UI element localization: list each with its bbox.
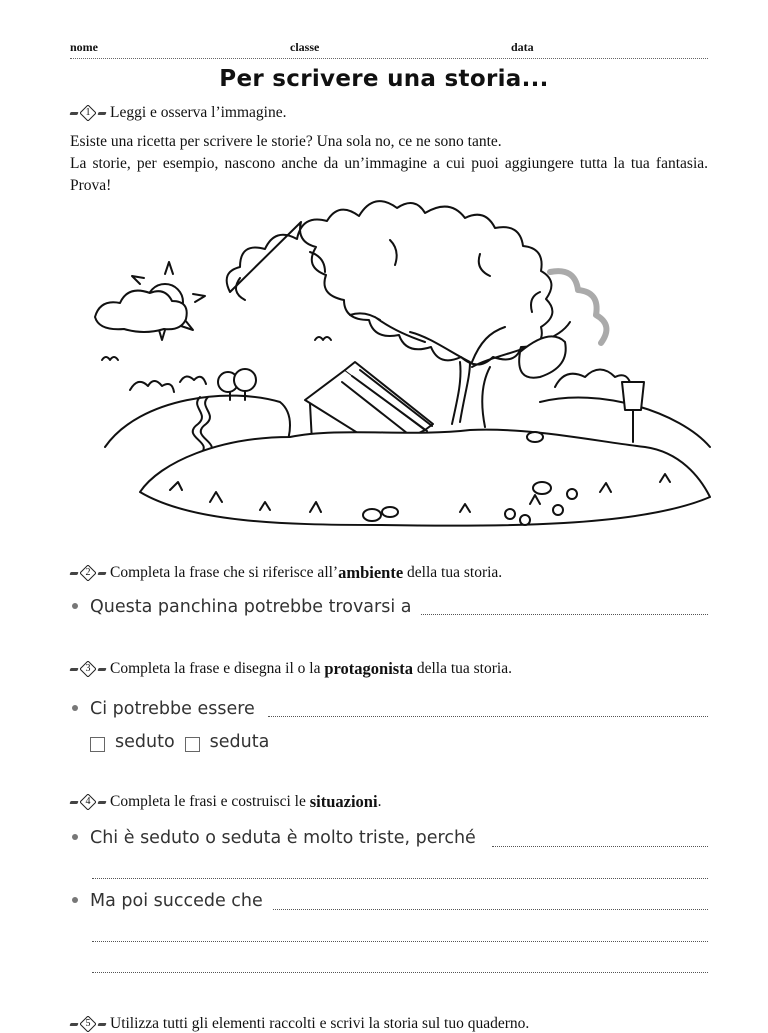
step-4-keyword: situazioni: [309, 792, 378, 811]
step-1-text: Leggi e osserva l’immagine.: [110, 104, 287, 121]
step-3-bullet: [72, 699, 255, 719]
bullet-dot-icon: [72, 834, 78, 840]
step-3-text-before: Completa la frase e disegna il o la: [110, 660, 325, 677]
answer-line-succede-2[interactable]: [92, 941, 708, 942]
step-2-marker-icon: [70, 565, 106, 581]
step-3-text-after: della tua storia.: [412, 660, 512, 677]
gender-options: [90, 732, 269, 752]
answer-line-succede[interactable]: [273, 909, 708, 910]
page-title: Per scrivere una storia...: [219, 66, 549, 92]
step-3-bullet-text: Ci potrebbe essere: [90, 699, 255, 719]
header-rule: [70, 58, 708, 59]
option-seduta-label: seduta: [209, 732, 270, 752]
classe-label: classe: [290, 40, 320, 54]
step-2-number: 2: [85, 567, 91, 578]
step-4-marker-icon: [70, 794, 106, 810]
step-4-text-after: .: [377, 793, 382, 810]
step-5-text: Utilizza tutti gli elementi raccolti e scrivi la storia sul tuo quaderno.: [110, 1015, 530, 1032]
step-5-instruction: [70, 1015, 529, 1033]
nome-label: nome: [70, 40, 98, 54]
answer-line-succede-3[interactable]: [92, 972, 708, 973]
answer-line-ambiente[interactable]: [421, 614, 708, 615]
step-4-bullet-2-text: Ma poi succede che: [90, 891, 263, 911]
bullet-dot-icon: [72, 705, 78, 711]
checkbox-seduto[interactable]: [90, 737, 105, 752]
step-3-marker-icon: [70, 661, 106, 677]
step-4-text-before: Completa le frasi e costruisci le: [110, 793, 310, 810]
step-4-bullet-1: [72, 828, 476, 848]
step-2-text-before: Completa la frase che si riferisce all’: [110, 564, 339, 581]
step-2-text-after: della tua storia.: [403, 564, 503, 581]
step-4-bullet-2: [72, 891, 263, 911]
step-3-instruction: [70, 659, 512, 679]
bullet-dot-icon: [72, 897, 78, 903]
intro-paragraph-1: Esiste una ricetta per scrivere le storie? Una sola no, ce ne sono tante.: [70, 133, 502, 150]
step-2-instruction: [70, 563, 502, 583]
data-label: data: [511, 40, 534, 54]
step-2-bullet: [72, 597, 412, 617]
answer-line-perche-2[interactable]: [92, 878, 708, 879]
step-5-number: 5: [85, 1018, 91, 1029]
step-5-marker-icon: [70, 1016, 106, 1032]
intro-paragraph-2: La storie, per esempio, nascono anche da un’immagine a cui puoi aggiungere tutta la tua fantasia. Prova!: [70, 155, 708, 194]
bullet-dot-icon: [72, 603, 78, 609]
step-3-keyword: protagonista: [324, 659, 413, 678]
tree-bench-illustration: [80, 192, 715, 537]
answer-line-perche[interactable]: [492, 846, 708, 847]
step-2-bullet-text: Questa panchina potrebbe trovarsi a: [90, 597, 412, 617]
step-3-number: 3: [85, 663, 91, 674]
step-1-number: 1: [85, 107, 91, 118]
step-1-marker-icon: [70, 105, 106, 121]
step-4-number: 4: [85, 796, 91, 807]
answer-line-protagonista[interactable]: [268, 716, 708, 717]
step-2-keyword: ambiente: [338, 563, 404, 582]
checkbox-seduta[interactable]: [185, 737, 200, 752]
step-4-instruction: [70, 792, 381, 812]
option-seduto-label: seduto: [115, 732, 175, 752]
step-1-instruction: [70, 104, 286, 122]
step-4-bullet-1-text: Chi è seduto o seduta è molto triste, perché: [90, 828, 476, 848]
